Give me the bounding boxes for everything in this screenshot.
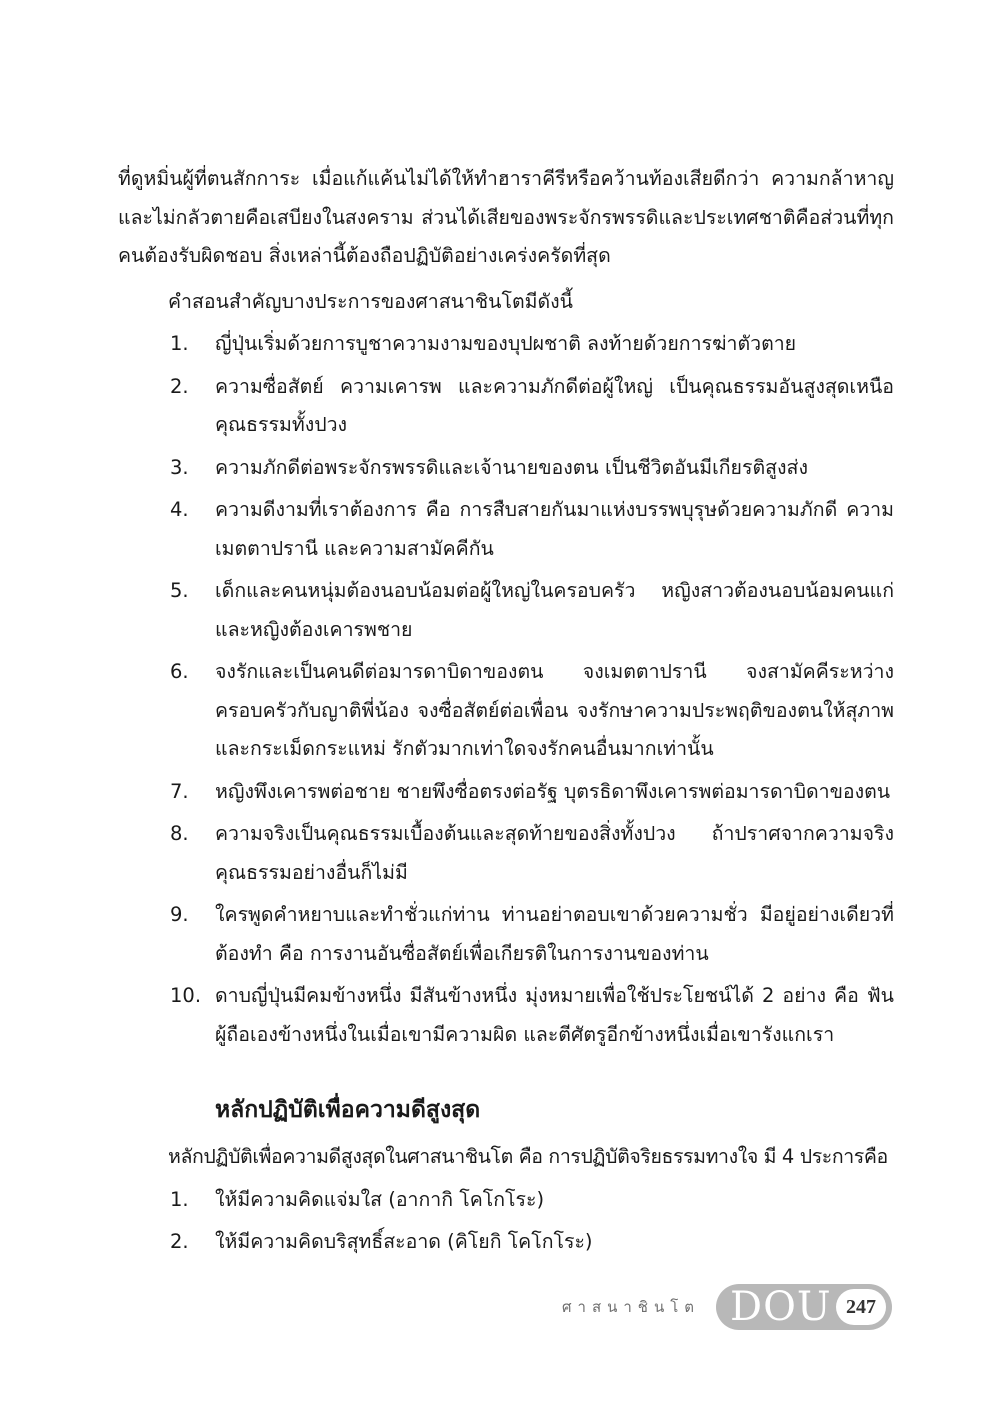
list-item bbox=[118, 491, 894, 568]
intro-paragraph: ที่ดูหมิ่นผู้ที่ตนสักการะ เมื่อแก้แค้นไม่ได้ให้ทำฮาราคีรีหรือคว้านท้องเสียดีกว่า ความกล้าหาญและไม่กลัวตายคือเสบียงในสงคราม ส่วนได้เสียของพระจักรพรรดิและประเทศชาติคือส่วนที่ทุกคนต้องรับผิดชอบ สิ่งเหล่านี้ต้องถือปฏิบัติอย่างเคร่งครัดที่สุด bbox=[118, 167, 894, 267]
item-text: จงรักและเป็นคนดีต่อมารดาบิดาของตน จงเมตตาปรานี จงสามัคคีระหว่างครอบครัวกับญาติพี่น้อง จงซื่อสัตย์ต่อเพื่อน จงรักษาความประพฤติของตนให้สุภาพ และกระเม็ดกระแหม่ รักตัวมากเท่าใดจงรักคนอื่นมากเท่านั้น bbox=[215, 660, 894, 760]
item-number: 9. bbox=[170, 903, 189, 926]
item-number: 1. bbox=[170, 1187, 189, 1211]
list-item bbox=[118, 977, 894, 1054]
item-text: ความจริงเป็นคุณธรรมเบื้องต้นและสุดท้ายของสิ่งทั้งปวง ถ้าปราศจากความจริงคุณธรรมอย่างอื่นก็ไม่มี bbox=[215, 822, 894, 884]
list-item bbox=[118, 896, 894, 973]
section-intro: หลักปฏิบัติเพื่อความดีสูงสุดในศาสนาชินโต คือ การปฏิบัติจริยธรรมทางใจ มี 4 ประการคือ bbox=[168, 1145, 888, 1168]
list-item bbox=[118, 368, 894, 445]
list-item bbox=[118, 449, 894, 488]
item-number: 2. bbox=[170, 1230, 189, 1253]
item-number: 5. bbox=[170, 579, 189, 602]
section-title: หลักปฏิบัติเพื่อความดีสูงสุด bbox=[215, 1097, 481, 1123]
list-item bbox=[118, 773, 894, 812]
item-text: หญิงพึงเคารพต่อชาย ชายพึงซื่อตรงต่อรัฐ บุตรธิดาพึงเคารพต่อมารดาบิดาของตน bbox=[215, 779, 891, 803]
item-number: 4. bbox=[170, 498, 189, 521]
dou-badge bbox=[716, 1284, 892, 1330]
item-number: 1. bbox=[170, 332, 189, 355]
page-footer bbox=[562, 1284, 892, 1330]
item-text: เด็กและคนหนุ่มต้องนอบน้อมต่อผู้ใหญ่ในครอบครัว หญิงสาวต้องนอบน้อมคนแก่และหญิงต้องเคารพชาย bbox=[215, 579, 894, 641]
item-text: ความซื่อสัตย์ ความเคารพ และความภักดีต่อผู้ใหญ่ เป็นคุณธรรมอันสูงสุดเหนือคุณธรรมทั้งปวง bbox=[215, 374, 894, 436]
list-item bbox=[118, 325, 894, 364]
teachings-list bbox=[118, 325, 894, 1054]
teachings-heading: คำสอนสำคัญบางประการของศาสนาชินโตมีดังนี้ bbox=[168, 289, 573, 313]
document-body bbox=[118, 160, 894, 1262]
item-text: ดาบญี่ปุ่นมีคมข้างหนึ่ง มีสันข้างหนึ่ง มุ่งหมายเพื่อใช้ประโยชน์ได้ 2 อย่าง คือ ฟันผู้ถือเองข้างหนึ่งในเมื่อเขามีความผิด และตีศัตรูอีกข้างหนึ่งเมื่อเขารังแกเรา bbox=[215, 984, 894, 1046]
item-number: 3. bbox=[170, 455, 189, 479]
list-item bbox=[118, 653, 894, 769]
item-text: ให้มีความคิดแจ่มใส (อากากิ โคโกโระ) bbox=[215, 1187, 545, 1211]
item-text: ญี่ปุ่นเริ่มด้วยการบูชาความงามของบุปผชาติ ลงท้ายด้วยการฆ่าตัวตาย bbox=[215, 332, 797, 355]
footer-book-title: ศาสนาชินโต bbox=[562, 1298, 701, 1316]
list-item bbox=[118, 1181, 894, 1220]
item-text: ให้มีความคิดบริสุทธิ์สะอาด (คิโยกิ โคโกโระ) bbox=[215, 1230, 593, 1253]
item-number: 10. bbox=[170, 984, 202, 1007]
item-text: ความดีงามที่เราต้องการ คือ การสืบสายกันมาแห่งบรรพบุรุษด้วยความภักดี ความเมตตาปรานี และความสามัคคีกัน bbox=[215, 498, 894, 560]
dou-logo: DOU bbox=[730, 1284, 832, 1330]
list-item bbox=[118, 572, 894, 649]
item-number: 2. bbox=[170, 374, 189, 398]
section-list bbox=[118, 1181, 894, 1262]
item-text: ใครพูดคำหยาบและทำชั่วแก่ท่าน ท่านอย่าตอบเขาด้วยความชั่ว มีอยู่อย่างเดียวที่ต้องทำ คือ การงานอันซื่อสัตย์เพื่อเกียรติในการงานของท่าน bbox=[215, 903, 894, 965]
list-item bbox=[118, 1223, 894, 1262]
page-number: 247 bbox=[836, 1289, 886, 1325]
item-number: 7. bbox=[170, 779, 189, 803]
item-number: 8. bbox=[170, 822, 189, 845]
item-text: ความภักดีต่อพระจักรพรรดิและเจ้านายของตน เป็นชีวิตอันมีเกียรติสูงส่ง bbox=[215, 455, 808, 479]
list-item bbox=[118, 815, 894, 892]
item-number: 6. bbox=[170, 660, 189, 683]
